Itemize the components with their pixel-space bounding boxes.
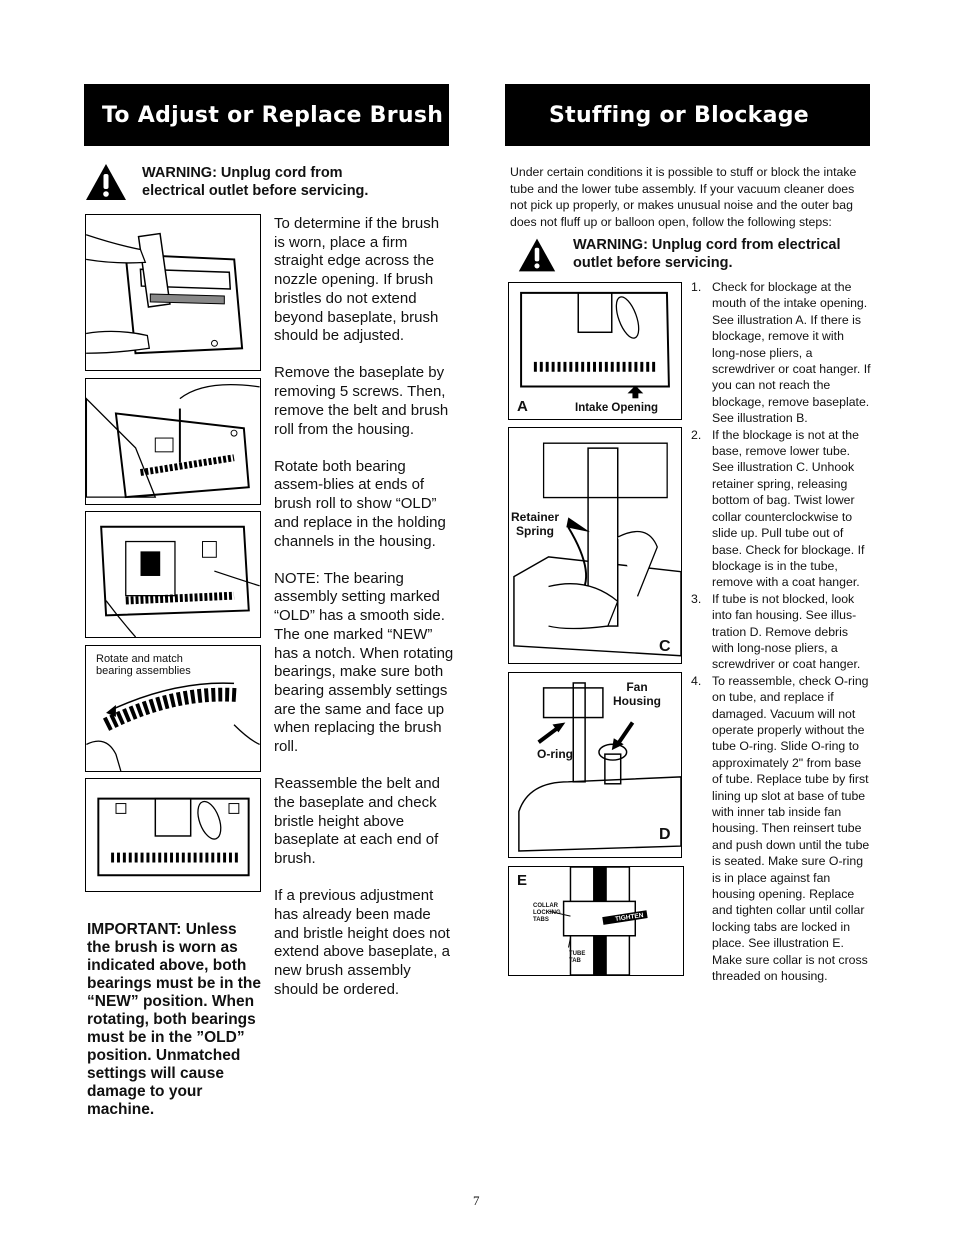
left-paragraph-5: Reassemble the belt and the baseplate and check bristle height above baseplate at each end of brush. (274, 775, 440, 868)
step-number: 4. (691, 673, 702, 688)
step-number: 2. (691, 427, 702, 442)
fan-housing-label (613, 680, 661, 708)
illustration-e (508, 866, 684, 976)
fan-housing-line2: Housing (613, 694, 661, 708)
illustration-c (508, 427, 682, 664)
brush-figure-1 (85, 214, 261, 371)
retainer-label (511, 510, 559, 538)
collar-line2: LOCKING (533, 910, 561, 916)
left-paragraph-3: Rotate both bearing assem-blies at ends of brush roll to show “OLD” and replace in the holding channels in the housing. (274, 457, 446, 550)
illustration-c-letter: C (659, 638, 671, 655)
left-warning-text: WARNING: Unplug cord from electrical outlet before servicing. (142, 165, 369, 199)
retainer-label-line1: Retainer (511, 510, 560, 524)
warning-triangle-icon (84, 162, 128, 202)
step-1 (691, 279, 873, 427)
bearing-figure (85, 645, 261, 772)
right-title-text: Stuffing or Blockage (549, 102, 810, 128)
page-number: 7 (473, 1193, 480, 1208)
step-4 (691, 673, 873, 985)
step-3 (691, 591, 873, 673)
fan-housing-line1: Fan (626, 680, 648, 694)
retainer-label-line2: Spring (516, 524, 555, 538)
left-paragraph-4: NOTE: The bearing assembly setting marked “OLD” has a smooth side. The one marked “NEW” has a notch. When rotating bearings, make sure both bearing assembly settings are the same and face up when replacing the brush roll. (274, 569, 454, 756)
tube-tab-label (569, 951, 585, 965)
right-intro: Under certain conditions it is possible to stuff or block the intake tube and the lower tube assembly. If your vacuum cleaner does not pick up properly, or makes unusual noise and the outer bag does not fluff up or balloon open, follow the following steps: (510, 165, 857, 229)
collar-line1: COLLAR (533, 903, 558, 909)
tube-tab-line1: TUBE (569, 951, 586, 957)
step-number: 3. (691, 591, 702, 606)
step-text: If tube is not blocked, look into fan housing. See illus-tration D. Remove debris with long-nose pliers, a screwdriver or coat hanger. (712, 591, 861, 672)
illustration-a (508, 282, 682, 420)
intake-opening-label: Intake Opening (575, 402, 659, 414)
important-notice: IMPORTANT: Unless the brush is worn as indicated above, both bearings must be in the “NEW” position. When rotating, both bearings must be in the ”OLD” position. Unmatched settings will cause damage to your machine. (87, 921, 261, 1118)
step-text: To reassemble, check O-ring on tube, and replace if damaged. Vacuum will not operate properly without the tube O-ring. Slide O-ring to approximately 2" from base of tube. Replace tube by first lining up slot at base of tube with inner tab inside fan housing. Then reinsert tube and push down until the tube is seated. Make sure O-ring is in place against fan housing opening. Replace and tighten collar until collar locking tabs are locked in place. See illustration E. Make sure collar is not cross threaded on housing. (712, 673, 870, 984)
bearing-caption: Rotate and match bearing assemblies (96, 653, 191, 677)
left-section-title (84, 84, 449, 146)
brush-figure-5 (85, 778, 261, 892)
warning-triangle-icon (517, 236, 557, 274)
left-instructions (274, 215, 454, 1018)
collar-locking-tabs-label (533, 903, 561, 924)
right-warning (517, 236, 872, 274)
illustration-e-letter: E (517, 872, 528, 889)
step-text: Check for blockage at the mouth of the intake opening. See illustration A. If there is blockage, remove it with long-nose pliers, a screwdriver or coat hanger. If you can not reach the blockage, remove baseplate. See illustration B. (712, 280, 871, 426)
o-ring-label: O-ring (537, 747, 573, 761)
collar-line3: TABS (533, 917, 549, 923)
illustration-d (508, 672, 682, 858)
right-warning-text: WARNING: Unplug cord from electrical outlet before servicing. (573, 237, 841, 271)
brush-figure-3 (85, 511, 261, 638)
step-2 (691, 427, 873, 591)
illustration-d-letter: D (659, 826, 671, 843)
left-paragraph-6: If a previous adjustment has already been made and bristle height does not extend above baseplate, a new brush assembly should be ordered. (274, 887, 450, 998)
tube-tab-line2: TAB (569, 958, 581, 964)
step-number: 1. (691, 280, 702, 294)
illustration-a-letter: A (517, 398, 528, 415)
blockage-steps (691, 279, 873, 984)
left-paragraph-1: To determine if the brush is worn, place a firm straight edge across the nozzle opening. If brush bristles do not extend beyond baseplate, brush should be adjusted. (274, 215, 440, 345)
left-title-text: To Adjust or Replace Brush (102, 102, 444, 128)
right-section-title (505, 84, 870, 146)
left-paragraph-2: Remove the baseplate by removing 5 screws. Then, remove the belt and brush roll from the housing. (274, 364, 449, 438)
left-warning (84, 162, 404, 202)
step-text: If the blockage is not at the base, remove lower tube. See illustration C. Unhook retainer spring, releasing bottom of bag. Twist lower collar counterclockwise to slide up. Pull tube out of base. Check for blockage. If blockage is in the tube, remove with a coat hanger. (712, 427, 865, 590)
tighten-label: TIGHTEN (614, 912, 644, 923)
brush-figure-2 (85, 378, 261, 505)
